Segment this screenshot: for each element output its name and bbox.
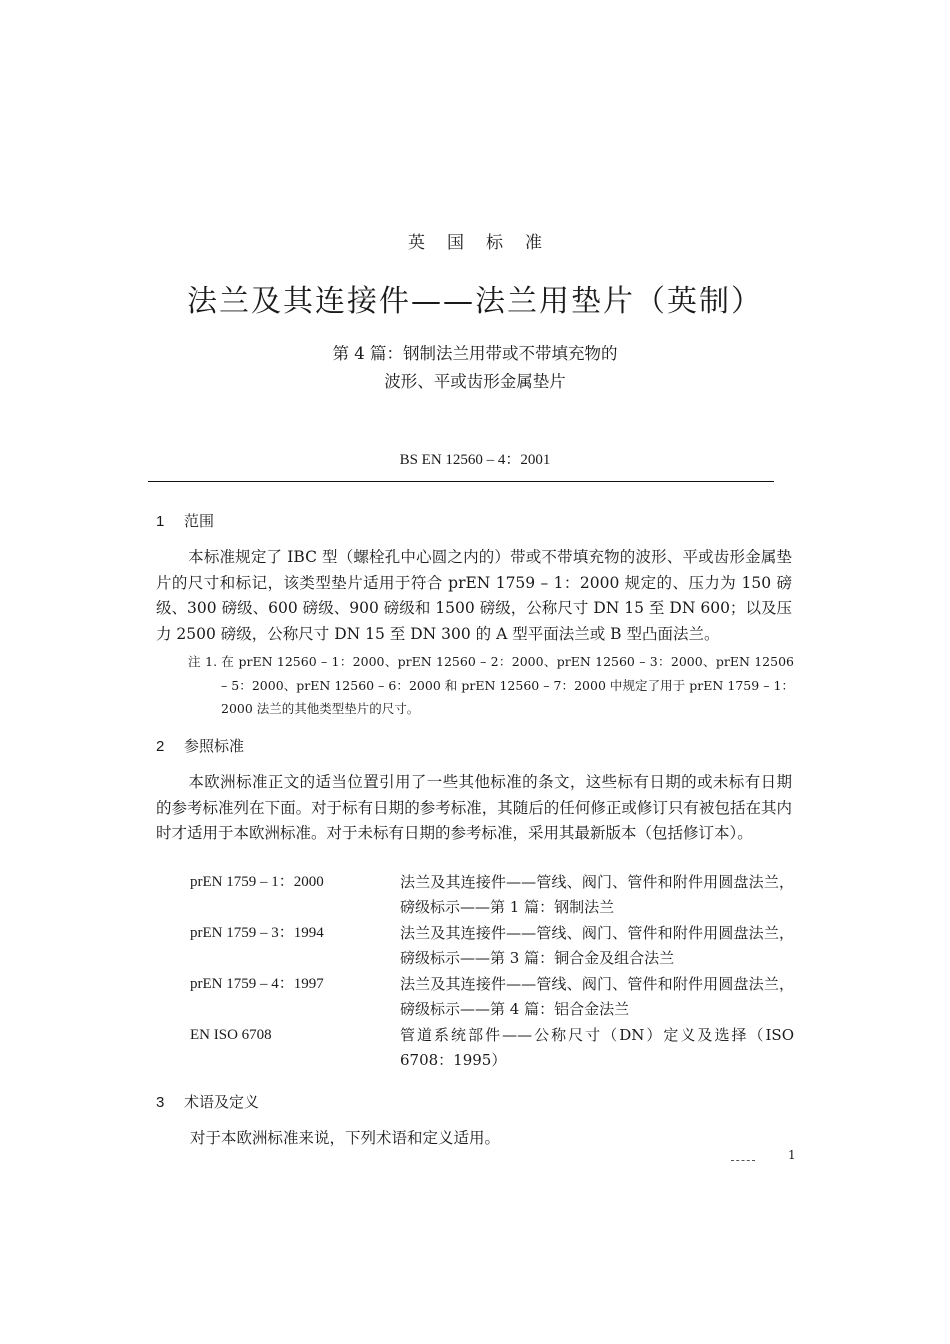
section-2-text: 本欧洲标准正文的适当位置引用了一些其他标准的条文，这些标有日期的或未标有日期的参考标准列在下面。对于标有日期的参考标准，其随后的任何修正或修订只有被包括在其内时才适用于本欧洲标准。对于未标有日期的参考标准，采用其最新版本（包括修订本）。 <box>156 773 792 842</box>
reference-description: 法兰及其连接件——管线、阀门、管件和附件用圆盘法兰，磅级标示——第 3 篇：铜合金及组合法兰 <box>400 924 794 967</box>
document-subtitle <box>0 340 950 396</box>
table-row <box>190 1023 794 1074</box>
section-title: 参照标准 <box>184 737 245 755</box>
reference-code: prEN 1759 – 1：2000 <box>190 874 324 890</box>
section-1-heading <box>156 510 214 531</box>
section-title: 术语及定义 <box>184 1093 260 1111</box>
table-row <box>190 870 794 921</box>
section-1-paragraph <box>156 545 792 647</box>
section-2-heading <box>156 735 244 756</box>
reference-code: prEN 1759 – 4：1997 <box>190 976 324 992</box>
subtitle-line-2: 波形、平或齿形金属垫片 <box>384 372 566 391</box>
subtitle-line-1: 第 4 篇：钢制法兰用带或不带填充物的 <box>332 344 618 363</box>
section-1-note <box>188 650 794 721</box>
section-number: 2 <box>156 738 165 755</box>
reference-description: 管道系统部件——公称尺寸（DN）定义及选择（ISO 6708：1995） <box>400 1026 794 1069</box>
section-2-paragraph <box>156 770 792 847</box>
note-text: 注 1. 在 prEN 12560 – 1：2000、prEN 12560 – 2：2000、prEN 12560 – 3：2000、prEN 12506 – 5：2000、prEN 12560 – 6：2000 和 prEN 12560 – 7：2000 中规定了用于 prEN 1759 – 1：2000 法兰的其他类型垫片的尺寸。 <box>188 654 794 716</box>
page-cut-mark <box>731 1160 755 1161</box>
reference-description: 法兰及其连接件——管线、阀门、管件和附件用圆盘法兰，磅级标示——第 1 篇：钢制法兰 <box>400 873 794 916</box>
normative-references-table <box>190 870 794 1074</box>
section-3-paragraph: 对于本欧洲标准来说，下列术语和定义适用。 <box>190 1129 501 1147</box>
issuing-body: 英国标准 <box>408 233 564 253</box>
reference-description: 法兰及其连接件——管线、阀门、管件和附件用圆盘法兰，磅级标示——第 4 篇：铝合金法兰 <box>400 975 794 1018</box>
table-row <box>190 921 794 972</box>
section-number: 1 <box>156 513 165 530</box>
reference-code: prEN 1759 – 3：1994 <box>190 925 324 941</box>
header-divider <box>148 481 774 482</box>
page-number: 1 <box>788 1148 796 1162</box>
section-title: 范围 <box>184 512 215 530</box>
section-number: 3 <box>156 1094 165 1111</box>
table-row <box>190 972 794 1023</box>
section-1-text: 本标准规定了 IBC 型（螺栓孔中心圆之内的）带或不带填充物的波形、平或齿形金属垫片的尺寸和标记，该类型垫片适用于符合 prEN 1759 – 1：2000 规定的、压力为 150 磅级、300 磅级、600 磅级、900 磅级和 1500 磅级，公称尺寸 DN 15 至 DN 600；以及压力 2500 磅级，公称尺寸 DN 15 至 DN 300 的 A 型平面法兰或 B 型凸面法兰。 <box>156 548 792 643</box>
document-title: 法兰及其连接件——法兰用垫片（英制） <box>187 284 763 319</box>
standard-number: BS EN 12560 – 4：2001 <box>399 452 551 468</box>
reference-code: EN ISO 6708 <box>190 1027 272 1043</box>
section-3-heading <box>156 1091 259 1112</box>
